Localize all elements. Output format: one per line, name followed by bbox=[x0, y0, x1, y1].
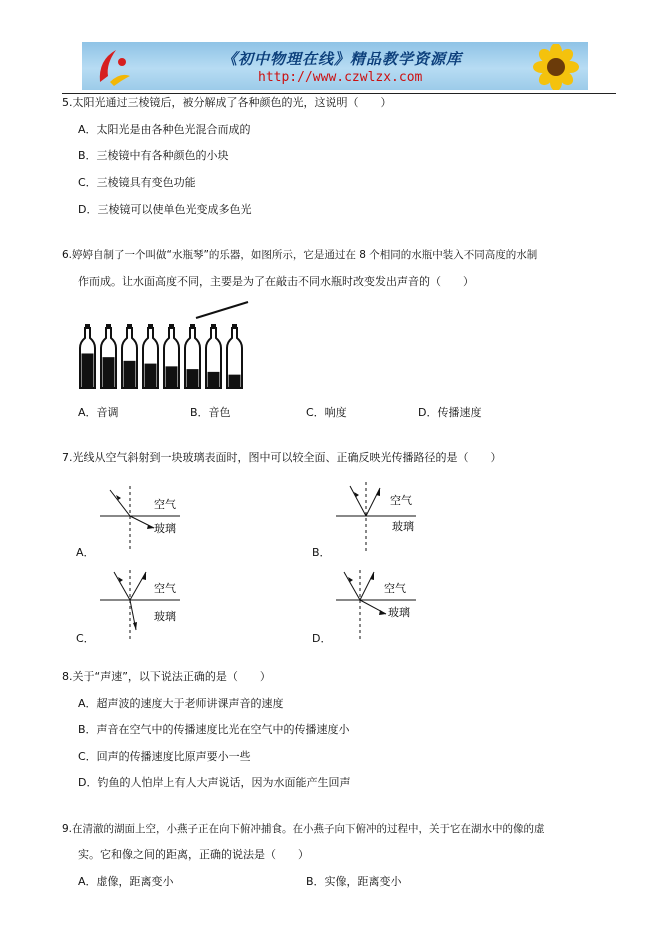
diagram-c bbox=[96, 568, 206, 642]
diagram-d bbox=[332, 568, 442, 642]
q8-option-d: D．钓鱼的人怕岸上有人大声说话，因为水面能产生回声 bbox=[78, 776, 351, 789]
q9-stem-line2: 实。它和像之间的距离，正确的说法是（ ） bbox=[78, 848, 309, 861]
q5-option-c: C．三棱镜具有变色功能 bbox=[78, 176, 196, 189]
q7-label-b: B． bbox=[312, 546, 331, 559]
q9-option-b: B．实像，距离变小 bbox=[306, 875, 402, 888]
q7-label-c: C． bbox=[76, 632, 95, 645]
diagram-a-air-label: 空气 bbox=[154, 498, 176, 511]
water-bottles-figure bbox=[74, 298, 254, 394]
water-bottle bbox=[80, 324, 95, 388]
diagram-b-air-label: 空气 bbox=[390, 494, 412, 507]
q6-option-b: B．音色 bbox=[190, 406, 231, 419]
diagram-c-glass-label: 玻璃 bbox=[154, 610, 176, 623]
q5-option-d: D．三棱镜可以使单色光变成多色光 bbox=[78, 203, 252, 216]
striking-rod bbox=[196, 302, 248, 318]
q7-label-d: D． bbox=[312, 632, 332, 645]
site-title: 《初中物理在线》精品教学资源库 bbox=[222, 50, 463, 68]
diagram-c-air-label: 空气 bbox=[154, 582, 176, 595]
q6-option-a: A．音调 bbox=[78, 406, 119, 419]
q5-option-a: A．太阳光是由各种色光混合而成的 bbox=[78, 123, 251, 136]
diagram-a-glass-label: 玻璃 bbox=[154, 522, 176, 535]
diagram-a bbox=[96, 484, 206, 554]
q6-stem-line2: 作而成。让水面高度不同，主要是为了在敲击不同水瓶时改变发出声音的（ ） bbox=[78, 275, 474, 288]
header-rule bbox=[62, 93, 616, 94]
water-bottle bbox=[143, 324, 158, 388]
diagram-d-glass-label: 玻璃 bbox=[388, 606, 410, 619]
q7-label-a: A． bbox=[76, 546, 95, 559]
q8-option-a: A．超声波的速度大于老师讲课声音的速度 bbox=[78, 697, 284, 710]
diagram-b bbox=[332, 480, 442, 554]
water-bottle bbox=[227, 324, 242, 388]
water-bottle bbox=[206, 324, 221, 388]
q9-option-a: A．虚像，距离变小 bbox=[78, 875, 174, 888]
site-logo-icon bbox=[94, 46, 136, 88]
q8-stem: 8.关于“声速”，以下说法正确的是（ ） bbox=[62, 670, 271, 683]
water-bottle bbox=[185, 324, 200, 388]
q9-stem-line1: 9.在清澈的湖面上空，小燕子正在向下俯冲捕食。在小燕子向下俯冲的过程中，关于它在湖水中的像的虚 bbox=[62, 823, 545, 835]
q5-option-b: B．三棱镜中有各种颜色的小块 bbox=[78, 149, 229, 162]
q8-option-b: B．声音在空气中的传播速度比光在空气中的传播速度小 bbox=[78, 723, 350, 736]
q7-stem: 7.光线从空气斜射到一块玻璃表面时，图中可以较全面、正确反映光传播路径的是（ ） bbox=[62, 451, 502, 464]
water-bottle bbox=[122, 324, 137, 388]
q6-stem-line1: 6.婷婷自制了一个叫做“水瓶琴”的乐器，如图所示，它是通过在 8 个相同的水瓶中装入不同高度的水制 bbox=[62, 249, 538, 261]
q8-option-c: C．回声的传播速度比原声要小一些 bbox=[78, 750, 251, 763]
sunflower-icon bbox=[522, 44, 580, 90]
site-url[interactable]: http://www.czwlzx.com bbox=[258, 70, 423, 85]
diagram-b-glass-label: 玻璃 bbox=[392, 520, 414, 533]
header-banner bbox=[82, 42, 588, 90]
diagram-d-air-label: 空气 bbox=[384, 582, 406, 595]
water-bottle bbox=[164, 324, 179, 388]
q6-option-d: D．传播速度 bbox=[418, 406, 482, 419]
q5-stem: 5.太阳光通过三棱镜后，被分解成了各种颜色的光，这说明（ ） bbox=[62, 96, 392, 109]
q6-option-c: C．响度 bbox=[306, 406, 347, 419]
water-bottle bbox=[101, 324, 116, 388]
